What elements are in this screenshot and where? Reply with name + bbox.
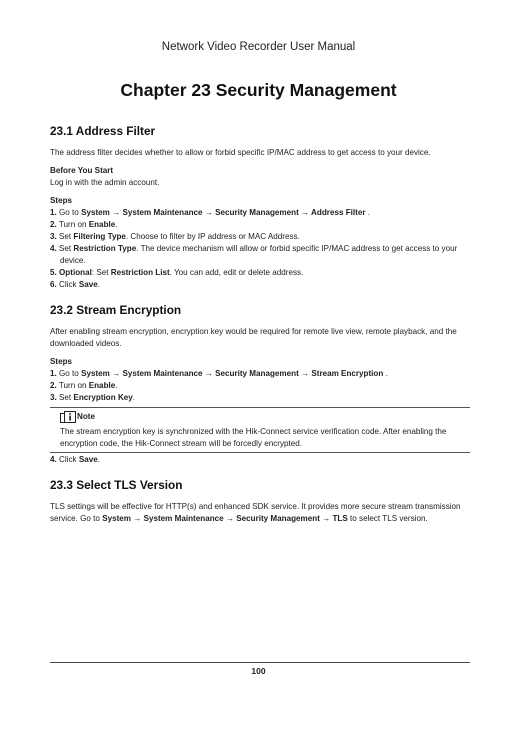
step-bold: Enable [88,220,116,229]
section-intro: After enabling stream encryption, encryption key would be required for remote live view, remote playback, and the downloaded videos. [50,327,457,348]
step-text: . [97,455,100,464]
page-content [50,124,470,531]
step-bold: System → System Maintenance → Security Management → Stream Encryption [81,369,384,378]
section-heading: 23.1 Address Filter [50,124,156,138]
section-stream-encryption [50,303,470,466]
step-number: 6. [50,280,57,289]
body-text: to select TLS version. [347,514,428,523]
step-number: 3. [50,393,57,402]
before-you-start-text: Log in with the admin account. [50,178,160,187]
steps-list [50,368,470,404]
step-text: : Set [91,268,111,277]
step-number: 1. [50,208,57,217]
step-number: 4. [50,455,57,464]
step-item [50,231,470,243]
step-text: . [115,220,118,229]
step-text: . [365,208,370,217]
step-item [50,279,470,291]
step-text: Turn on [58,220,89,229]
step-text: . [97,280,100,289]
step-text: . Choose to filter by IP address or MAC Address. [125,232,300,241]
step-number: 1. [50,369,57,378]
section-heading: 23.2 Stream Encryption [50,303,182,317]
note-info-icon [60,411,76,423]
step-text: Click [59,280,79,289]
step-bold: Filtering Type [73,232,126,241]
before-you-start-label: Before You Start [50,166,114,175]
step-text: Set [59,244,74,253]
chapter-title: Chapter 23 Security Management [120,80,397,100]
step-item [50,368,470,380]
step-bold: Encryption Key [73,393,133,402]
note-header [60,410,470,424]
note-box [50,407,470,453]
step-number: 2. [50,220,57,229]
step-number: 2. [50,381,57,390]
section-tls-version [50,478,470,525]
running-header: Network Video Recorder User Manual [161,41,356,53]
step-item [50,392,470,404]
step-item [50,243,470,267]
step-bold: Enable [88,381,116,390]
step-item [50,454,470,466]
section-address-filter [50,124,470,291]
step-bold: Restriction Type [73,244,137,253]
step-item [50,380,470,392]
step-text: Click [59,455,79,464]
steps-list [50,454,470,466]
step-text: Set [59,393,74,402]
step-item [50,207,470,219]
step-item [50,219,470,231]
step-text: Go to [59,369,82,378]
menu-path: System → System Maintenance → Security Management → TLS [102,514,348,523]
body-text: TLS settings will be effective for HTTP(s) and enhanced SDK service. It provides more secure stream transmission service. Go to [50,502,461,523]
step-item [50,267,470,279]
step-bold: System → System Maintenance → Security Management → Address Filter [81,208,366,217]
step-bold: Restriction List [110,268,170,277]
step-text: Turn on [58,381,89,390]
step-number: 4. [50,244,57,253]
step-text: Set [59,232,74,241]
step-text: . [115,381,118,390]
step-text: . [383,369,388,378]
step-text: . The device mechanism will allow or forbid specific IP/MAC address to get access to your device. [60,244,458,265]
footer-divider [50,662,470,663]
steps-label: Steps [50,196,73,205]
step-text: Go to [59,208,82,217]
section-intro: The address filter decides whether to allow or forbid specific IP/MAC address to get access to your device. [50,148,431,157]
step-optional: Optional [59,268,92,277]
section-heading: 23.3 Select TLS Version [50,478,183,492]
step-number: 5. [50,268,57,277]
page-number: 100 [251,666,266,676]
steps-list [50,207,470,291]
note-label: Note [77,412,95,421]
step-bold: Save [78,280,98,289]
step-text: . You can add, edit or delete address. [169,268,304,277]
steps-label: Steps [50,357,73,366]
step-bold: Save [78,455,98,464]
step-text: . [132,393,136,402]
section-body [50,501,470,525]
step-number: 3. [50,232,57,241]
note-text: The stream encryption key is synchronized with the Hik-Connect service verification code. After enabling the encryption code, the Hik-Connect stream will be forcedly encrypted. [60,427,447,448]
